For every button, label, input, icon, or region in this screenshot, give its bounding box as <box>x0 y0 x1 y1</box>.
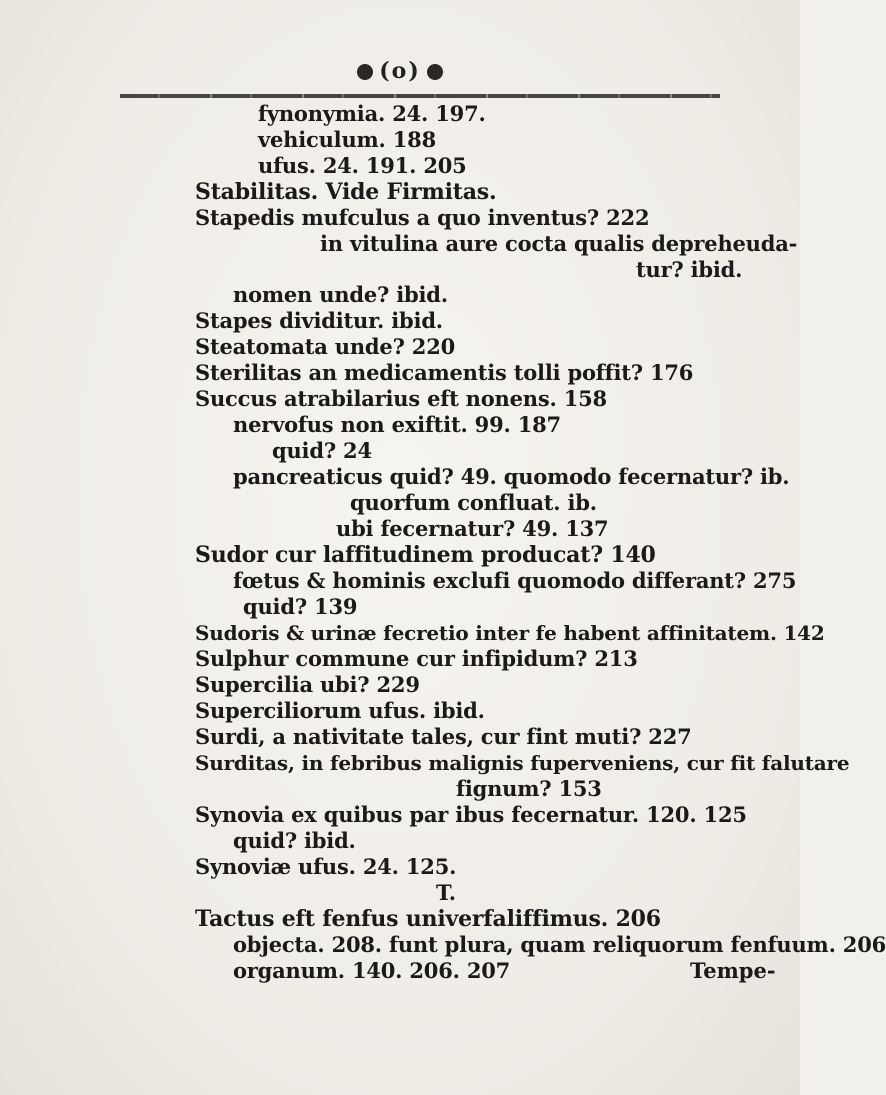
index-line: ufus. 24. 191. 205 <box>258 153 467 178</box>
index-line: ubi fecernatur? 49. 137 <box>336 516 609 541</box>
catchword: Tempe- <box>690 958 776 983</box>
index-line: tur? ibid. <box>636 257 743 282</box>
header-rule <box>120 94 720 98</box>
index-line: Superciliorum ufus. ibid. <box>195 698 485 723</box>
index-line: quorfum confluat. ib. <box>350 490 597 515</box>
index-line: Steatomata unde? 220 <box>195 334 456 359</box>
index-line: Sterilitas an medicamentis tolli poffit? 176 <box>195 360 694 385</box>
index-line: objecta. 208. funt plura, quam reliquorum fenfuum. 206 <box>233 932 886 957</box>
index-line: Stapes dividitur. ibid. <box>195 308 443 333</box>
ink-blot-icon <box>357 64 373 80</box>
index-line: Stapedis mufculus a quo inventus? 222 <box>195 205 650 230</box>
ink-blot-icon <box>427 64 443 80</box>
header-ornament <box>351 58 449 84</box>
index-line: quid? ibid. <box>233 828 356 853</box>
index-line: fœtus & hominis exclufi quomodo differant? 275 <box>233 568 797 593</box>
index-line: vehiculum. 188 <box>258 127 436 152</box>
index-line: Surdi, a nativitate tales, cur fint muti? 227 <box>195 724 692 749</box>
index-line: Sudor cur laffitudinem producat? 140 <box>195 542 656 568</box>
index-line: Supercilia ubi? 229 <box>195 672 420 697</box>
index-line: Surditas, in febribus malignis fuperveniens, cur fit falutare <box>195 751 850 775</box>
page-header <box>0 58 800 84</box>
index-line: Sulphur commune cur infipidum? 213 <box>195 646 638 671</box>
index-line: organum. 140. 206. 207 <box>233 958 511 983</box>
index-line: Synoviæ ufus. 24. 125. <box>195 854 457 879</box>
index-line: quid? 139 <box>243 594 358 619</box>
index-line: nomen unde? ibid. <box>233 282 448 307</box>
index-line: nervofus non exiftit. 99. 187 <box>233 412 561 437</box>
index-line: Synovia ex quibus par ibus fecernatur. 120. 125 <box>195 802 747 827</box>
index-line: fignum? 153 <box>456 776 602 801</box>
index-line: pancreaticus quid? 49. quomodo fecernatur? ib. <box>233 464 790 489</box>
index-line: quid? 24 <box>272 438 372 463</box>
section-letter: T. <box>436 880 456 905</box>
index-line: fynonymia. 24. 197. <box>258 101 486 126</box>
index-line: Tactus eft fenfus univerfaliffimus. 206 <box>195 906 661 932</box>
index-line: Succus atrabilarius eft nonens. 158 <box>195 386 607 411</box>
index-line: in vitulina aure cocta qualis depreheuda- <box>320 231 798 256</box>
header-ornament-text: (o) <box>379 58 421 84</box>
index-line: Stabilitas. Vide Firmitas. <box>195 179 497 205</box>
index-line: Sudoris & urinæ fecretio inter fe habent affinitatem. 142 <box>195 621 825 645</box>
